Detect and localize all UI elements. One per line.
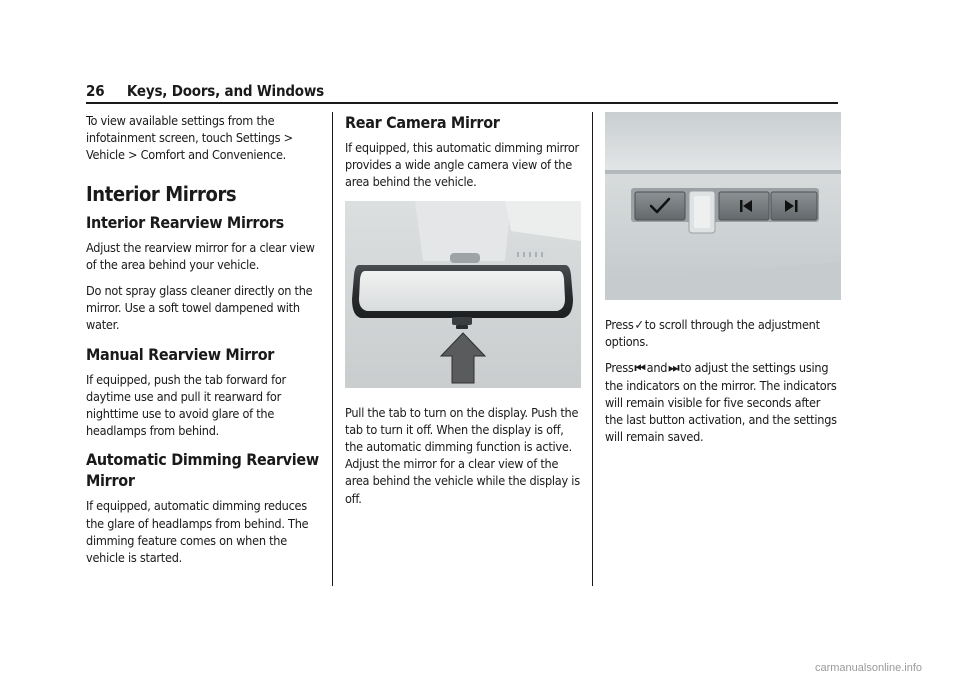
mirror-drawing xyxy=(345,201,581,388)
checkmark-icon: ✓ xyxy=(634,317,644,332)
watermark: carmanualsonline.info xyxy=(814,662,922,674)
manual-paragraph: If equipped, push the tab forward for daytime use and pull it rearward for nighttime use to avoid glare of the headlamps from behind. xyxy=(86,371,286,439)
intro-paragraph: To view available settings from the infotainment screen, touch Settings > Vehicle > Comfort and Convenience. xyxy=(86,113,293,163)
page-header xyxy=(86,82,838,100)
adjust-settings-text: to adjust the settings using the indicators on the mirror. The indicators will remain visible for five seconds after the last button activation, and the settings will remain saved. xyxy=(605,360,837,445)
heading-automatic-dimming-line1: Automatic Dimming Rearview xyxy=(86,450,319,470)
tab-paragraph: Pull the tab to turn on the display. Push the tab to turn it off. When the display is off, the automatic dimming function is active. Adjust the mirror for a clear view of the area behind the vehicle while the display is off. xyxy=(345,404,580,506)
press-label: Press xyxy=(605,317,634,332)
heading-rear-camera-mirror: Rear Camera Mirror xyxy=(345,113,500,132)
and-label: and xyxy=(646,360,668,376)
column-divider xyxy=(592,112,593,586)
skip-next-icon: ⏭ xyxy=(668,360,680,376)
rear-camera-mirror-illustration xyxy=(345,201,581,388)
heading-automatic-dimming-line2: Mirror xyxy=(86,471,135,491)
section-title: Keys, Doors, and Windows xyxy=(126,82,324,100)
column-middle xyxy=(345,112,581,516)
skip-previous-icon: ⏮ xyxy=(634,360,646,376)
heading-interior-mirrors: Interior Mirrors xyxy=(86,181,237,206)
adjust-instruction xyxy=(605,359,841,445)
rear-camera-paragraph: If equipped, this automatic dimming mirror provides a wide angle camera view of the area behind the vehicle. xyxy=(345,140,579,190)
auto-dimming-paragraph: If equipped, automatic dimming reduces the glare of headlamps from behind. The dimming feature comes on when the vehicle is started. xyxy=(86,498,309,566)
press-label: Press xyxy=(605,360,634,376)
header-divider xyxy=(86,102,838,104)
heading-manual-rearview-mirror: Manual Rearview Mirror xyxy=(86,344,275,364)
scroll-instruction xyxy=(605,316,841,350)
page-number: 26 xyxy=(86,82,105,100)
buttons-drawing xyxy=(605,112,841,300)
spray-paragraph: Do not spray glass cleaner directly on the mirror. Use a soft towel dampened with water. xyxy=(86,283,313,333)
column-divider xyxy=(332,112,333,586)
column-left xyxy=(86,112,322,575)
column-right xyxy=(605,112,841,454)
adjust-paragraph: Adjust the rearview mirror for a clear view of the area behind your vehicle. xyxy=(86,239,315,272)
mirror-buttons-illustration xyxy=(605,112,841,300)
heading-interior-rearview-mirrors: Interior Rearview Mirrors xyxy=(86,212,284,232)
scroll-text: to scroll through the adjustment options. xyxy=(605,317,820,350)
